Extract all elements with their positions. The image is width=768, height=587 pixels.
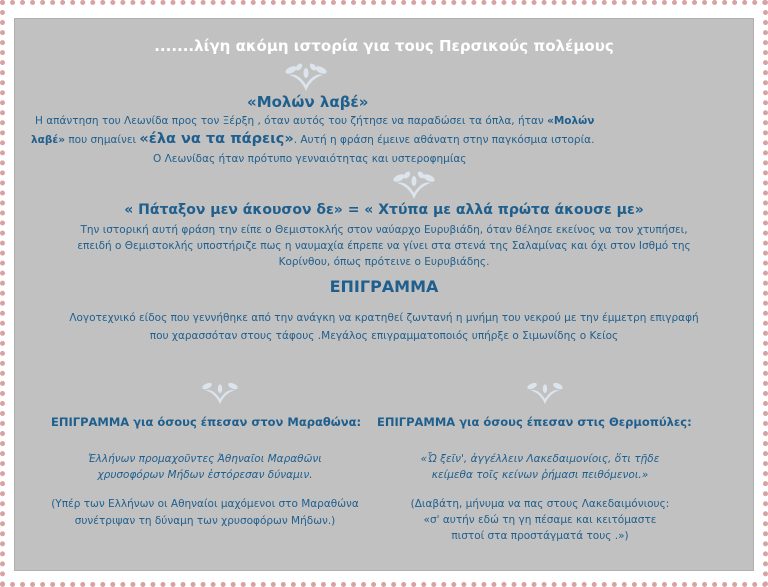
- molon-line-2-emphasis: «έλα να τα πάρεις»: [139, 131, 294, 147]
- laurel-branch-icon: [277, 63, 335, 93]
- pataxon-heading: « Πάταξον μεν άκουσον δε» = « Χτύπα με αλλά πρώτα άκουσε με»: [124, 202, 644, 218]
- molon-line-1-bold: «Μολών: [547, 115, 595, 127]
- epigramma-heading: ΕΠΙΓΡΑΜΜΑ: [329, 277, 439, 296]
- pataxon-line-1: Την ιστορική αυτή φράση την είπε ο Θεμιστοκλής στον ναύαρχο Ευρυβιάδη, όταν θέλησε εκείνος να τον χτυπήσει,: [80, 224, 688, 236]
- molon-line-2-bold: λαβέ»: [31, 134, 66, 146]
- marathon-ancient-1: Ἑλλήνων προμαχοῦντες Ἀθηναῖοι Μαραθῶνι: [88, 453, 322, 465]
- thermopylae-ancient-1: «Ὦ ξεῖν', ἀγγέλλειν Λακεδαιμονίοις, ὅτι τῇδε: [420, 453, 660, 465]
- thermopylae-modern-2: «σ' αυτήν εδώ τη γη πέσαμε και κειτόμαστε: [423, 514, 657, 526]
- marathon-modern-2: συνέτριψαν τη δύναμη των χρυσοφόρων Μήδων.): [74, 515, 336, 527]
- marathon-modern-1: (Υπέρ των Ελλήνων οι Αθηναίοι μαχόμενοι στο Μαραθώνα: [51, 498, 359, 510]
- laurel-branch-icon: [520, 379, 570, 407]
- marathon-heading: ΕΠΙΓΡΑΜΜΑ για όσους έπεσαν στον Μαραθώνα:: [51, 415, 362, 429]
- pataxon-line-3: Κορίνθου, όπως πρότεινε ο Ευρυβιάδης.: [278, 256, 490, 268]
- epigramma-line-1: Λογοτεχνικό είδος που γεννήθηκε από την ανάγκη να κρατηθεί ζωντανή η μνήμη του νεκρού με την έμμετρη επιγραφή: [69, 312, 699, 324]
- thermopylae-heading: ΕΠΙΓΡΑΜΜΑ για όσους έπεσαν στις Θερμοπύλες:: [377, 415, 692, 429]
- laurel-branch-icon: [195, 379, 245, 407]
- molon-line-2-post: . Αυτή η φράση έμεινε αθάνατη στην παγκόσμια ιστορία.: [293, 134, 595, 146]
- page-title: .......λίγη ακόμη ιστορία για τους Περσικούς πολέμους: [154, 37, 614, 55]
- molon-line-1: [35, 113, 735, 129]
- content-panel: [14, 18, 754, 571]
- thermopylae-modern-3: πιστοί στα προστάγματά τους .»): [451, 530, 629, 542]
- marathon-ancient-2: χρυσοφόρων Μήδων ἐστόρεσαν δύναμιν.: [97, 469, 313, 481]
- molon-line-1-text: Η απάντηση του Λεωνίδα προς τον Ξέρξη , όταν αυτός του ζήτησε να παραδώσει τα όπλα, ήταν: [35, 115, 548, 127]
- epigramma-line-2: που χαρασσόταν στους τάφους .Μεγάλος επιγραμματοποιός υπήρξε ο Σιμωνίδης ο Κείος: [149, 330, 619, 342]
- pataxon-line-2: επειδή ο Θεμιστοκλής υποστήριζε πως η ναυμαχία έπρεπε να γίνει στα στενά της Σαλαμίνας και όχι στον Ισθμό της: [77, 240, 691, 252]
- molon-heading: «Μολών λαβέ»: [247, 93, 369, 111]
- thermopylae-modern-1: (Διαβάτη, μήνυμα να πας στους Λακεδαιμόνιους:: [410, 498, 670, 510]
- molon-line-2: [31, 131, 741, 148]
- molon-line-3: Ο Λεωνίδας ήταν πρότυπο γενναιότητας και υστεροφημίας: [153, 153, 467, 165]
- molon-line-2-mid: που σημαίνει: [65, 134, 140, 146]
- laurel-branch-icon: [385, 171, 443, 201]
- thermopylae-ancient-2: κείμεθα τοῖς κείνων ῥήμασι πειθόμενοι.»: [431, 469, 649, 481]
